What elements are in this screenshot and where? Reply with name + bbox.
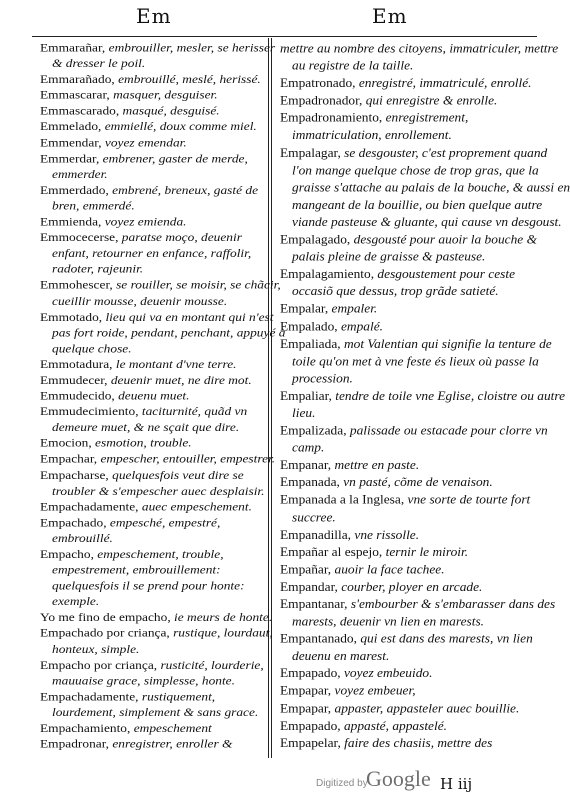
definition-text: qui enregistre & enrolle. (362, 93, 498, 108)
dictionary-entry (280, 387, 566, 422)
entry-line (40, 214, 266, 230)
definition-text: succree. (292, 509, 336, 525)
definition-text: auec empeschement. (138, 499, 252, 513)
entry-line (280, 92, 542, 109)
entry-line (280, 596, 556, 613)
definition-text: enfant, retourner en enfance, raffolir, (52, 246, 252, 260)
dictionary-entry (280, 630, 542, 665)
entry-line (280, 231, 542, 248)
entry-line (280, 682, 542, 699)
headword: Empañar al espejo, (280, 544, 383, 559)
entry-line (40, 515, 266, 531)
definition-text: mettre au nombre des citoyens, immatriculer, mettre (280, 40, 559, 56)
definition-text: esmotion, trouble. (91, 436, 192, 450)
definition-text: appasté, appastelé. (340, 718, 447, 733)
entry-line (40, 404, 266, 420)
definition-text: quelque chose. (52, 341, 132, 355)
dictionary-entry (40, 40, 276, 72)
headword: Emmascarado, (40, 104, 120, 118)
entry-continuation-line (40, 531, 266, 547)
headword: Empachar, (40, 452, 98, 466)
definition-text: empalé. (337, 318, 384, 334)
entry-continuation-line (280, 509, 542, 526)
dictionary-entry (40, 119, 266, 135)
dictionary-entry (280, 75, 542, 92)
definition-text: marests, deuenir vn lien en marests. (292, 613, 485, 629)
headword: Emmerdado, (40, 183, 109, 197)
definition-text: radoter, rajeunir. (52, 262, 144, 276)
headword: Empadronador, (280, 93, 363, 108)
definition-text: deuenu en marest. (292, 648, 390, 664)
dictionary-entry (40, 436, 266, 452)
headword: Empanadilla, (280, 527, 352, 542)
entry-line (40, 372, 266, 388)
dictionary-entry (280, 231, 542, 266)
definition-text: voyez embeuer, (331, 683, 416, 698)
definition-text: bren, emmerdé. (52, 199, 135, 213)
definition-text: mauuaise grace, simplesse, honte. (52, 673, 235, 688)
dictionary-entry (280, 734, 542, 751)
entry-line (280, 474, 542, 491)
headword: Empapar, (280, 683, 332, 698)
entry-line (280, 266, 542, 283)
definition-text: occasiõ que dessus, trop grãde satieté. (292, 284, 499, 299)
headword: Emmocecerse, (40, 230, 119, 244)
headword: Empalagamiento, (280, 266, 375, 282)
dictionary-entry (280, 457, 542, 474)
entry-continuation-line (280, 405, 542, 422)
definition-text: se desgouster, c'est proprement quand (340, 145, 548, 160)
entry-continuation-line (40, 562, 266, 578)
definition-text: empesché, empestré, (106, 515, 221, 529)
definition-text: quelquesfois il se prend pour honte: (52, 578, 245, 593)
headword: Empañar, (280, 561, 332, 577)
entry-line (40, 277, 281, 293)
dictionary-entry (280, 491, 542, 526)
entry-continuation-line (280, 127, 542, 144)
entry-line (40, 451, 276, 467)
dictionary-entry (40, 404, 266, 436)
definition-text: lourdement, simplement & sans grace. (52, 705, 259, 719)
dictionary-entry (40, 721, 266, 737)
entry-continuation-line (40, 341, 266, 357)
headword: Empanada, (280, 475, 340, 490)
entry-line (40, 87, 266, 103)
entry-continuation-line (280, 57, 542, 74)
entry-line (40, 72, 266, 88)
definition-text: deuenu muet. (114, 389, 190, 403)
definition-text: masquer, desguiser. (109, 88, 218, 102)
entry-continuation-line (40, 246, 266, 262)
dictionary-entry (40, 151, 266, 183)
running-head-right: Em (372, 4, 408, 28)
headword: Empacharse, (40, 468, 109, 482)
entry-line (40, 499, 266, 515)
definition-text: empeschement, trouble, (93, 547, 224, 561)
entry-line (40, 657, 266, 673)
dictionary-entry (280, 596, 556, 631)
headword: Emmotado, (40, 309, 103, 324)
entry-continuation-line (280, 648, 542, 665)
definition-text: viande pasteuse & gluante, qui cause vn desgoust. (292, 214, 562, 229)
entry-line (40, 230, 266, 246)
definition-text: toile qu'on met à vne feste és lieux où passe la (292, 353, 539, 368)
entry-line (40, 357, 266, 373)
entry-continuation-line (40, 483, 266, 499)
entry-continuation-line (280, 613, 542, 630)
definition-text: se rouiller, se moisir, se chãcir, (112, 278, 281, 292)
entry-continuation-line (40, 293, 266, 309)
definition-text: au registre de la taille. (292, 58, 414, 73)
headword: Empalizada, (280, 422, 347, 438)
definition-text: procession. (292, 370, 353, 386)
headword: Emocion, (40, 436, 92, 450)
entry-line (280, 422, 548, 439)
headword: Empachadamente, (40, 689, 139, 703)
definition-text: l'on mange quelque chose de trop gras, que la (292, 162, 539, 177)
header-rule (32, 36, 537, 37)
running-head-left: Em (136, 4, 172, 28)
entry-line (40, 546, 266, 562)
headword: Emmascarar, (40, 88, 110, 102)
entry-line (280, 491, 542, 508)
dictionary-entry (280, 266, 542, 301)
definition-text: exemple. (52, 594, 100, 608)
definition-text: empescher, entouiller, empestrer. (97, 452, 276, 466)
dictionary-entry (40, 277, 281, 309)
definition-text: empeschement (130, 721, 212, 735)
definition-text: enregistrer, enroller & (109, 737, 233, 751)
definition-text: vne rissolle. (351, 527, 420, 542)
entry-line (280, 457, 542, 474)
dictionary-entry (40, 657, 266, 689)
definition-text: mangeant de la bouillie, ou bien quelque autre (292, 197, 543, 212)
definition-text: deuenir muet, ne dire mot. (107, 373, 252, 387)
entry-continuation-line (280, 248, 542, 265)
dictionary-entry (280, 700, 542, 717)
headword: Empapar, (280, 700, 332, 716)
entry-line (40, 436, 266, 452)
dictionary-entry (40, 372, 266, 388)
definition-text: enregistré, immatriculé, enrollé. (355, 75, 532, 91)
dictionary-entry (40, 72, 266, 88)
entry-line (280, 109, 542, 126)
headword: Empantanar, (280, 596, 348, 611)
dictionary-entry (280, 578, 542, 595)
signature-mark: H iij (440, 775, 473, 793)
definition-text: honteux, simple. (52, 642, 140, 656)
entry-continuation-line (40, 198, 266, 214)
entry-line (40, 467, 266, 483)
dictionary-entry (280, 474, 542, 491)
definition-text: courber, ployer en arcade. (337, 579, 483, 594)
dictionary-entry (40, 135, 266, 151)
definition-text: s'embourber & s'embarasser dans des (347, 596, 556, 611)
entry-continuation-line (40, 56, 266, 72)
definition-text: rustique, lourdaut, (169, 626, 273, 640)
entry-line (280, 318, 542, 335)
entry-line (40, 736, 266, 752)
dictionary-entry (280, 682, 542, 699)
definition-text: ie meurs de honte. (170, 610, 273, 624)
dictionary-entry (40, 546, 266, 609)
entry-line (280, 526, 542, 543)
definition-text: palais pleine de graisse & pasteuse. (292, 249, 486, 264)
definition-text: mot Valentian qui signifie la tenture de (340, 336, 552, 351)
entry-line (280, 40, 559, 57)
entry-continuation-line (280, 214, 562, 231)
definition-text: immatriculation, enrollement. (292, 127, 452, 143)
dictionary-entry (40, 689, 266, 721)
dictionary-entry (280, 717, 542, 734)
dictionary-entry (280, 109, 542, 144)
entry-continuation-line (280, 179, 570, 196)
headword: Emmudecer, (40, 373, 108, 387)
definition-text: tendre de toile vne Eglise, cloistre ou autre (331, 388, 566, 403)
entry-line (40, 135, 266, 151)
dictionary-entry (40, 515, 266, 547)
entry-line (40, 721, 266, 737)
entry-line (40, 388, 266, 404)
definition-text: desgousté pour auoir la bouche & (350, 231, 537, 247)
definition-text: cueillir mousse, deuenir mousse. (52, 294, 228, 308)
headword: Empatronado, (280, 75, 356, 91)
headword: Empalagar, (280, 145, 341, 160)
definition-text: embrené, breneux, gasté de (108, 183, 259, 197)
entry-continuation-line (280, 162, 542, 179)
definition-text: embrouillé, meslé, herissé. (114, 72, 261, 86)
headword: Emmotadura, (40, 357, 113, 371)
headword: Empadronar, (40, 737, 109, 751)
entry-line (280, 335, 552, 352)
entry-line (40, 151, 266, 167)
column-divider (268, 38, 272, 758)
entry-continuation-line (280, 283, 542, 300)
headword: Empachado, (40, 515, 107, 529)
entry-line (40, 689, 266, 705)
headword: Empadronamiento, (280, 110, 383, 125)
google-watermark: Google (366, 766, 431, 791)
left-column (40, 40, 286, 752)
headword: Emmudecimiento, (40, 404, 139, 419)
entry-continuation-line (280, 370, 542, 387)
dictionary-entry (40, 103, 266, 119)
entry-line (280, 665, 542, 682)
dictionary-entry (40, 736, 266, 752)
dictionary-entry (280, 92, 542, 109)
definition-text: rusticité, lourderie, (157, 658, 264, 672)
definition-text: voyez emendar. (101, 135, 187, 149)
definition-text: enregistrement, (382, 110, 469, 125)
definition-text: pas fort roide, pendant, penchant, appuyé à (52, 325, 286, 339)
headword: Emmienda, (40, 214, 102, 229)
definition-text: lieu. (292, 405, 316, 420)
definition-text: palissade ou estacade pour clorre vn (346, 422, 548, 438)
dictionary-entry (40, 610, 273, 626)
entry-line (40, 309, 274, 325)
dictionary-entry (40, 451, 276, 467)
headword: Yo me fino de empacho, (40, 610, 171, 624)
headword: Empaliar, (280, 388, 332, 403)
headword: Emmerdar, (40, 151, 100, 165)
entry-line (280, 717, 542, 734)
definition-text: embrouillé. (52, 531, 113, 545)
headword: Empandar, (280, 579, 338, 594)
definition-text: rustiquement, (138, 689, 216, 703)
headword: Emmohescer, (40, 278, 113, 292)
definition-text: paratse moço, deuenir (118, 230, 242, 244)
dictionary-entry (40, 182, 266, 214)
dictionary-entry (280, 526, 542, 543)
headword: Emmendar, (40, 135, 102, 149)
entry-continuation-line (280, 196, 542, 213)
definition-text: voyez embeuido. (340, 665, 433, 681)
headword: Empaliada, (280, 336, 341, 351)
entry-continuation-line (40, 673, 266, 689)
entry-continuation-line (40, 167, 266, 183)
dictionary-entry (280, 335, 552, 387)
definition-text: ternir le miroir. (382, 544, 469, 559)
headword: Empalagado, (280, 231, 351, 247)
entry-line (40, 103, 266, 119)
definition-text: embrouiller, mesler, se herisser (105, 40, 276, 54)
entry-continuation-line (40, 325, 286, 341)
entry-continuation-line (280, 439, 542, 456)
headword: Emmarañar, (40, 40, 106, 54)
headword: Empapado, (280, 665, 341, 681)
definition-text: demeure muet, & ne sçait que dire. (52, 420, 240, 434)
dictionary-entry (40, 87, 266, 103)
dictionary-entry (280, 144, 570, 231)
entry-line (280, 544, 542, 561)
headword: Emmarañado, (40, 72, 115, 86)
definition-text: faire des chasiis, mettre des (340, 735, 493, 750)
headword: Empacho, (40, 547, 94, 561)
definition-text: desgoustement pour ceste (374, 266, 516, 282)
entry-line (280, 561, 542, 578)
entry-continuation-line (40, 262, 266, 278)
entry-continuation-line (280, 353, 542, 370)
right-column (280, 40, 570, 752)
definition-text: empaler. (328, 301, 378, 316)
definition-text: emmerder. (52, 167, 108, 181)
entry-line (280, 734, 542, 751)
definition-text: quelquesfois veut dire se (108, 468, 244, 482)
headword: Empanar, (280, 457, 332, 473)
definition-text: qui est dans des marests, vn lien (356, 631, 533, 646)
entry-line (280, 75, 542, 92)
definition-text: troubler & s'empescher auec desplaisir. (52, 484, 265, 498)
headword: Empapelar, (280, 735, 341, 750)
dictionary-entry (40, 388, 266, 404)
entry-continuation-line (40, 420, 266, 436)
dictionary-entry (40, 499, 266, 515)
headword: Emmelado, (40, 120, 102, 134)
definition-text: vne sorte de tourte fort (404, 492, 531, 507)
headword: Empalado, (280, 318, 338, 334)
dictionary-entry (280, 561, 542, 578)
headword: Empacho por criança, (40, 658, 158, 672)
entry-line (40, 40, 276, 56)
definition-text: appaster, appasteler auec bouillie. (331, 700, 520, 716)
dictionary-entry (40, 230, 266, 277)
entry-line (40, 182, 266, 198)
headword: Empantanado, (280, 631, 357, 646)
definition-text: & dresser le poil. (52, 56, 146, 70)
headword: Empachamiento, (40, 721, 131, 735)
definition-text: embrener, gaster de merde, (99, 151, 248, 165)
definition-text: voyez emienda. (101, 214, 187, 229)
dictionary-entry (280, 665, 542, 682)
entry-continuation-line (40, 705, 266, 721)
entry-continuation-line (40, 594, 266, 610)
dictionary-entry (40, 214, 266, 230)
definition-text: masqué, desguisé. (119, 104, 220, 118)
entry-line (40, 626, 273, 642)
dictionary-entry (280, 300, 542, 317)
definition-text: emmiellé, doux comme miel. (101, 120, 257, 134)
entry-line (280, 630, 542, 647)
dictionary-entry (40, 626, 273, 658)
entry-continuation-line (40, 641, 266, 657)
headword: Emmudecido, (40, 389, 115, 403)
headword: Empapado, (280, 718, 341, 733)
headword: Empachado por criança, (40, 626, 170, 640)
definition-text: camp. (292, 440, 325, 455)
definition-text: taciturnité, quãd vn (138, 404, 248, 419)
definition-text: empestrement, embrouillement: (52, 563, 221, 577)
digitized-by-label: Digitized by (316, 778, 368, 789)
headword: Empalar, (280, 301, 329, 316)
dictionary-entry (280, 422, 548, 457)
entry-line (280, 578, 542, 595)
definition-text: mettre en paste. (331, 457, 420, 473)
dictionary-entry (280, 544, 542, 561)
headword: Empanada a la Inglesa, (280, 492, 405, 507)
entry-continuation-line (40, 578, 266, 594)
entry-line (280, 700, 542, 717)
definition-text: vn pasté, cõme de venaison. (339, 475, 493, 490)
definition-text: lieu qui va en montant qui n'est (102, 309, 274, 324)
entry-line (40, 610, 273, 626)
headword: Empachadamente, (40, 499, 139, 513)
entry-line (280, 387, 566, 404)
dictionary-entry (280, 318, 542, 335)
entry-line (40, 119, 266, 135)
dictionary-entry (40, 467, 266, 499)
entry-line (280, 144, 548, 161)
entry-line (280, 300, 542, 317)
definition-text: graisse s'attache au palais de la bouche, & aussi en (292, 179, 570, 195)
dictionary-entry (40, 357, 266, 373)
definition-text: auoir la face tachee. (331, 561, 445, 577)
definition-text: le montant d'vne terre. (112, 357, 237, 371)
dictionary-entry (40, 309, 286, 356)
dictionary-entry (280, 40, 559, 75)
